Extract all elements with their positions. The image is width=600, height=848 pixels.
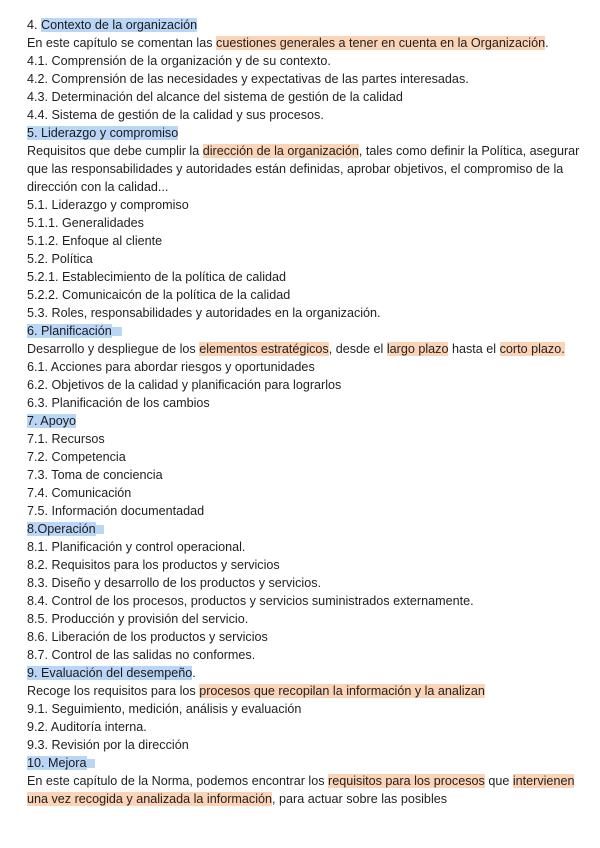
section-4-intro-text-b: . [545, 36, 549, 50]
list-item: 9.1. Seguimiento, medición, análisis y evaluación [27, 702, 302, 716]
section-4-heading [27, 16, 590, 34]
highlight-tail [96, 525, 104, 534]
section-5-intro-text-a: Requisitos que debe cumplir la [27, 144, 203, 158]
section-9-title: 9. Evaluación del desempeño [27, 666, 193, 680]
section-4-intro-highlight: cuestiones generales a tener en cuenta en la Organización [216, 36, 546, 50]
list-item: 8.5. Producción y provisión del servicio. [27, 612, 249, 626]
section-4-intro [27, 34, 590, 52]
section-6-intro-highlight-1: elementos estratégicos [199, 342, 329, 356]
section-6-title: 6. Planificación [27, 324, 112, 338]
section-6-intro [27, 340, 587, 358]
list-item: 7.3. Toma de conciencia [27, 468, 163, 482]
list-item: 5.2.2. Comunicaicón de la política de la calidad [27, 288, 291, 302]
section-5-intro-text-b: , tales como definir la Política, asegurar que las responsabilidades y autoridades están definidas, aprobar objetivos, el compromiso de la dirección con la calidad... [27, 144, 580, 194]
section-9-title-period: . [192, 666, 196, 680]
list-item: 7.4. Comunicación [27, 486, 132, 500]
list-item: 7.1. Recursos [27, 432, 105, 446]
section-5-title: 5. Liderazgo y compromiso [27, 126, 179, 140]
list-item: 7.2. Competencia [27, 450, 126, 464]
section-10-intro-highlight-2: intervienen una vez recogida y analizada la información [27, 774, 575, 806]
section-5-heading [27, 124, 590, 142]
list-item: 9.3. Revisión por la dirección [27, 738, 189, 752]
list-item: 5.1.2. Enfoque al cliente [27, 234, 163, 248]
list-item: 5.2. Política [27, 252, 93, 266]
list-item: 5.3. Roles, responsabilidades y autoridades en la organización. [27, 306, 381, 320]
list-item: 6.1. Acciones para abordar riesgos y oportunidades [27, 360, 315, 374]
list-item: 6.2. Objetivos de la calidad y planificación para lograrlos [27, 378, 342, 392]
list-item: 4.3. Determinación del alcance del sistema de gestión de la calidad [27, 90, 403, 104]
section-10-title: 10. Mejora [27, 756, 87, 770]
section-8-heading [27, 520, 590, 538]
list-item: 8.2. Requisitos para los productos y servicios [27, 558, 280, 572]
section-5-intro-highlight: dirección de la organización [202, 144, 359, 158]
section-10-intro-highlight-1: requisitos para los procesos [328, 774, 485, 788]
section-9-heading [27, 664, 590, 682]
list-item: 4.4. Sistema de gestión de la calidad y sus procesos. [27, 108, 324, 122]
list-item: 6.3. Planificación de los cambios [27, 396, 210, 410]
list-item: 8.4. Control de los procesos, productos y servicios suministrados externamente. [27, 594, 474, 608]
section-6-intro-text-c: hasta el [448, 342, 500, 356]
list-item: 5.1. Liderazgo y compromiso [27, 198, 189, 212]
section-8-title: 8.Operación [27, 522, 96, 536]
section-4-title: Contexto de la organización [41, 18, 198, 32]
section-9-intro-text-a: Recoge los requisitos para los [27, 684, 200, 698]
section-10-intro [27, 772, 587, 808]
list-item: 4.1. Comprensión de la organización y de su contexto. [27, 54, 331, 68]
list-item: 8.1. Planificación y control operacional. [27, 540, 246, 554]
section-9-intro-highlight: procesos que recopilan la información y la analizan [199, 684, 485, 698]
list-item: 9.2. Auditoría interna. [27, 720, 147, 734]
section-10-intro-text-c: , para actuar sobre las posibles [272, 792, 448, 806]
section-6-intro-highlight-2: largo plazo [386, 342, 449, 356]
highlight-tail [112, 327, 122, 336]
list-item: 7.5. Información documentadad [27, 504, 205, 518]
list-item: 5.1.1. Generalidades [27, 216, 144, 230]
section-5-intro [27, 142, 587, 196]
section-10-heading [27, 754, 590, 772]
highlight-tail [87, 759, 95, 768]
list-item: 8.3. Diseño y desarrollo de los productos y servicios. [27, 576, 321, 590]
section-6-intro-highlight-3: corto plazo. [499, 342, 565, 356]
section-10-intro-text-a: En este capítulo de la Norma, podemos encontrar los [27, 774, 329, 788]
section-9-intro [27, 682, 590, 700]
list-item: 8.6. Liberación de los productos y servicios [27, 630, 268, 644]
list-item: 4.2. Comprensión de las necesidades y expectativas de las partes interesadas. [27, 72, 469, 86]
section-4-number: 4. [27, 18, 42, 32]
section-4-intro-text-a: En este capítulo se comentan las [27, 36, 217, 50]
section-6-intro-text-b: , desde el [328, 342, 387, 356]
section-7-heading [27, 412, 590, 430]
list-item: 8.7. Control de las salidas no conformes. [27, 648, 256, 662]
section-6-heading [27, 322, 590, 340]
section-10-intro-text-b: que [484, 774, 513, 788]
list-item: 5.2.1. Establecimiento de la política de calidad [27, 270, 287, 284]
section-6-intro-text-a: Desarrollo y despliegue de los [27, 342, 200, 356]
section-7-title: 7. Apoyo [27, 414, 77, 428]
